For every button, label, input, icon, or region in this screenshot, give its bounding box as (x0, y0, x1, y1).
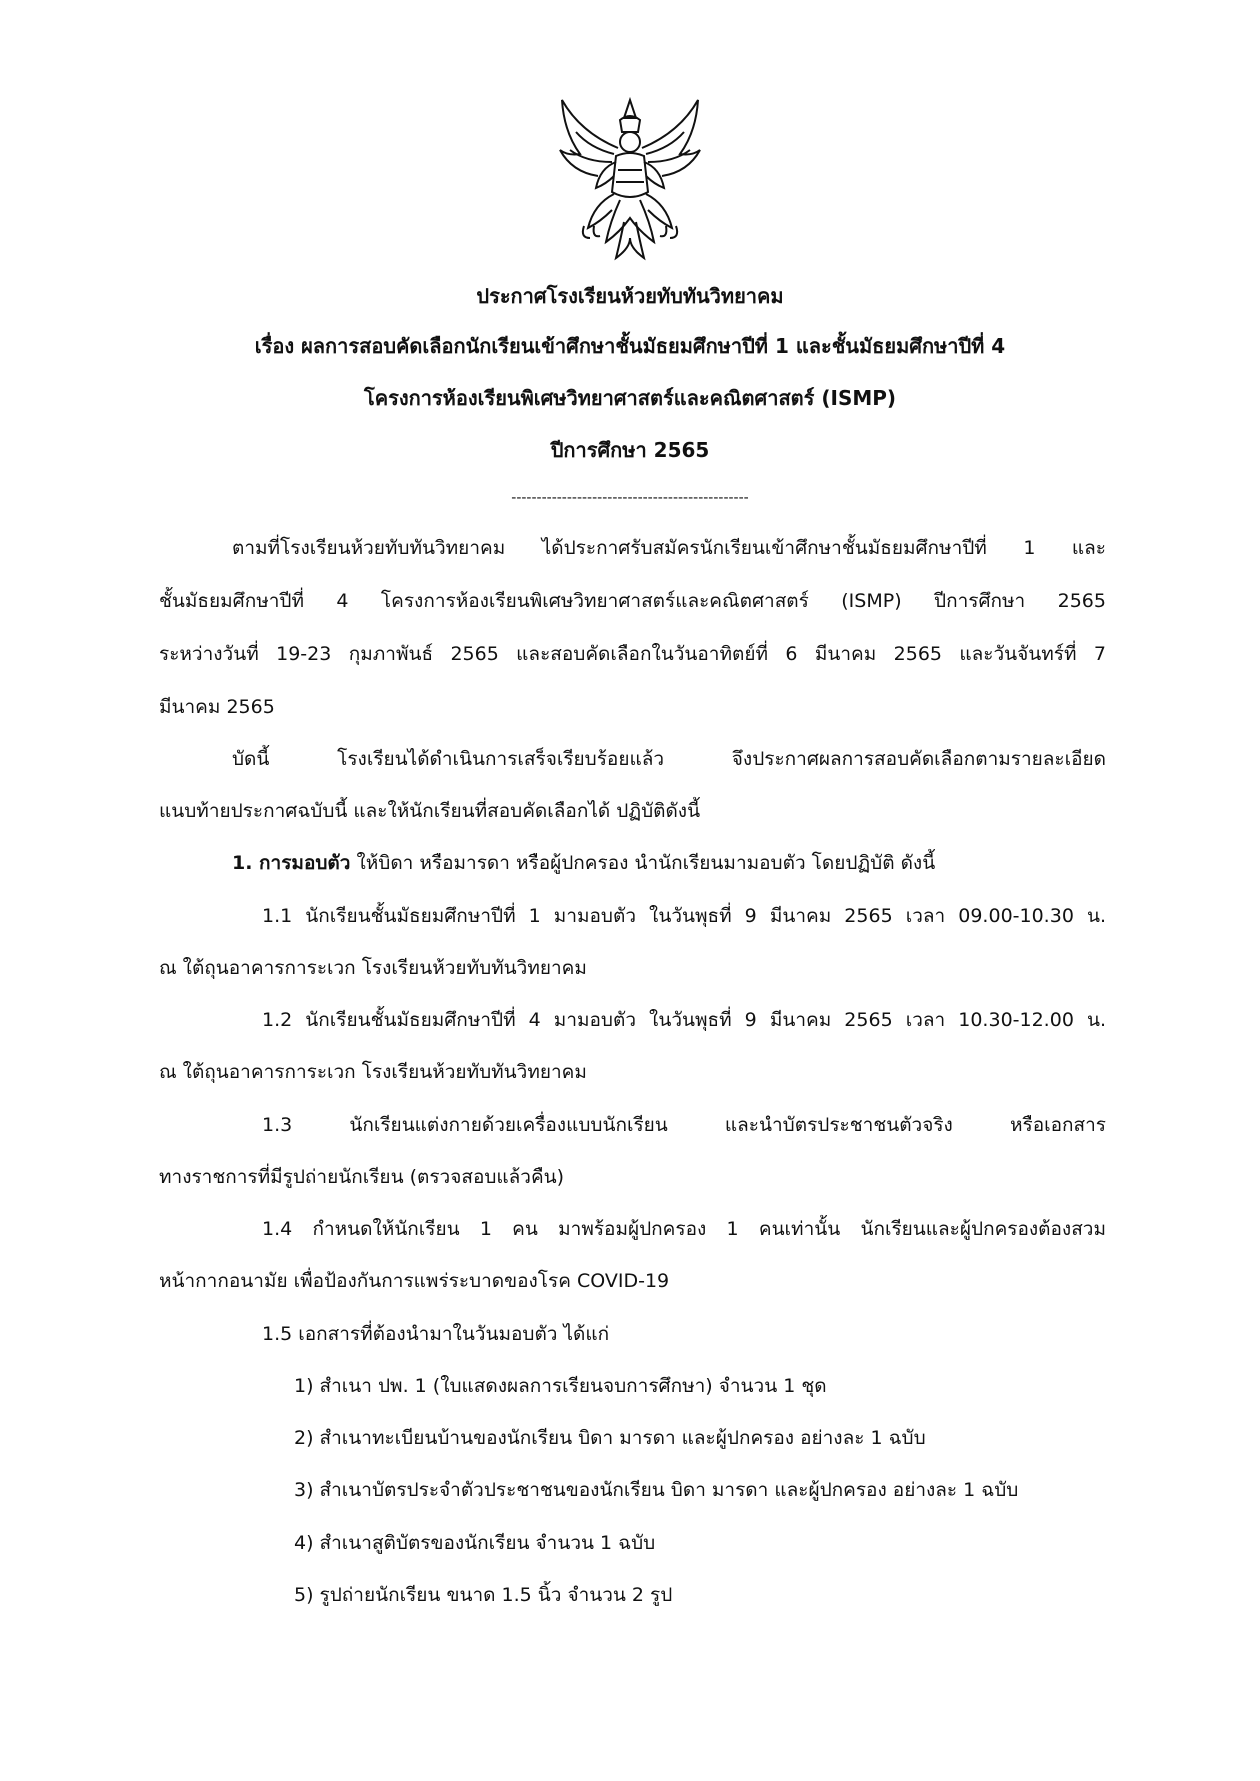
document-list-item: 3) สำเนาบัตรประจำตัวประชาชนของนักเรียน บิดา มารดา และผู้ปกครอง อย่างละ 1 ฉบับ (294, 1479, 1019, 1501)
item-1-2-line-2: ณ ใต้ถุนอาคารการะเวก โรงเรียนห้วยทับทันวิทยาคม (159, 1061, 587, 1083)
paragraph-2-line-1: บัดนี้ โรงเรียนได้ดำเนินการเสร็จเรียบร้อยแล้ว จึงประกาศผลการสอบคัดเลือกตามรายละเอียด (232, 748, 1106, 770)
document-list-item: 4) สำเนาสูติบัตรของนักเรียน จำนวน 1 ฉบับ (294, 1532, 656, 1554)
divider-line: ----------------------------------------------- (511, 490, 749, 506)
item-1-1-line-1: 1.1 นักเรียนชั้นมัธยมศึกษาปีที่ 1 มามอบตัว ในวันพุธที่ 9 มีนาคม 2565 เวลา 09.00-10.30 น. (262, 905, 1106, 927)
paragraph-2-line-2: แนบท้ายประกาศฉบับนี้ และให้นักเรียนที่สอบคัดเลือกได้ ปฏิบัติดังนี้ (159, 800, 701, 822)
document-list-item: 5) รูปถ่ายนักเรียน ขนาด 1.5 นิ้ว จำนวน 2 รูป (294, 1584, 673, 1606)
academic-year: ปีการศึกษา 2565 (550, 438, 710, 462)
document-title: ประกาศโรงเรียนห้วยทับทันวิทยาคม (476, 284, 784, 308)
item-1-4-line-1: 1.4 กำหนดให้นักเรียน 1 คน มาพร้อมผู้ปกครอง 1 คนเท่านั้น นักเรียนและผู้ปกครองต้องสวม (262, 1218, 1106, 1240)
section-1-label: 1. การมอบตัว (232, 852, 351, 874)
section-1-heading (232, 849, 935, 877)
garuda-emblem-icon (550, 92, 710, 267)
project-name: โครงการห้องเรียนพิเศษวิทยาศาสตร์และคณิตศาสตร์ (ISMP) (363, 386, 897, 410)
item-1-4-line-2: หน้ากากอนามัย เพื่อป้องกันการแพร่ระบาดของโรค COVID-19 (159, 1270, 670, 1292)
item-1-5: 1.5 เอกสารที่ต้องนำมาในวันมอบตัว ได้แก่ (262, 1323, 610, 1345)
document-list-item: 2) สำเนาทะเบียนบ้านของนักเรียน บิดา มารดา และผู้ปกครอง อย่างละ 1 ฉบับ (294, 1427, 926, 1449)
paragraph-1-line-3: ระหว่างวันที่ 19-23 กุมภาพันธ์ 2565 และสอบคัดเลือกในวันอาทิตย์ที่ 6 มีนาคม 2565 และวันจันทร์ที่ 7 (159, 643, 1106, 665)
item-1-2-line-1: 1.2 นักเรียนชั้นมัธยมศึกษาปีที่ 4 มามอบตัว ในวันพุธที่ 9 มีนาคม 2565 เวลา 10.30-12.00 น. (262, 1009, 1106, 1031)
paragraph-1-line-2: ชั้นมัธยมศึกษาปีที่ 4 โครงการห้องเรียนพิเศษวิทยาศาสตร์และคณิตศาสตร์ (ISMP) ปีการศึกษา 2565 (159, 590, 1106, 612)
section-1-text: ให้บิดา หรือมารดา หรือผู้ปกครอง นำนักเรียนมามอบตัว โดยปฏิบัติ ดังนี้ (350, 852, 936, 874)
paragraph-1-line-4: มีนาคม 2565 (159, 696, 275, 718)
document-list-item: 1) สำเนา ปพ. 1 (ใบแสดงผลการเรียนจบการศึกษา) จำนวน 1 ชุด (294, 1375, 827, 1397)
document-subject: เรื่อง ผลการสอบคัดเลือกนักเรียนเข้าศึกษาชั้นมัธยมศึกษาปีที่ 1 และชั้นมัธยมศึกษาปีที่ 4 (254, 334, 1006, 358)
item-1-3-line-2: ทางราชการที่มีรูปถ่ายนักเรียน (ตรวจสอบแล้วคืน) (159, 1166, 565, 1188)
paragraph-1-line-1: ตามที่โรงเรียนห้วยทับทันวิทยาคม ได้ประกาศรับสมัครนักเรียนเข้าศึกษาชั้นมัธยมศึกษาปีที่ 1 และ (232, 537, 1106, 559)
item-1-1-line-2: ณ ใต้ถุนอาคารการะเวก โรงเรียนห้วยทับทันวิทยาคม (159, 957, 587, 979)
item-1-3-line-1: 1.3 นักเรียนแต่งกายด้วยเครื่องแบบนักเรียน และนำบัตรประชาชนตัวจริง หรือเอกสาร (262, 1114, 1106, 1136)
